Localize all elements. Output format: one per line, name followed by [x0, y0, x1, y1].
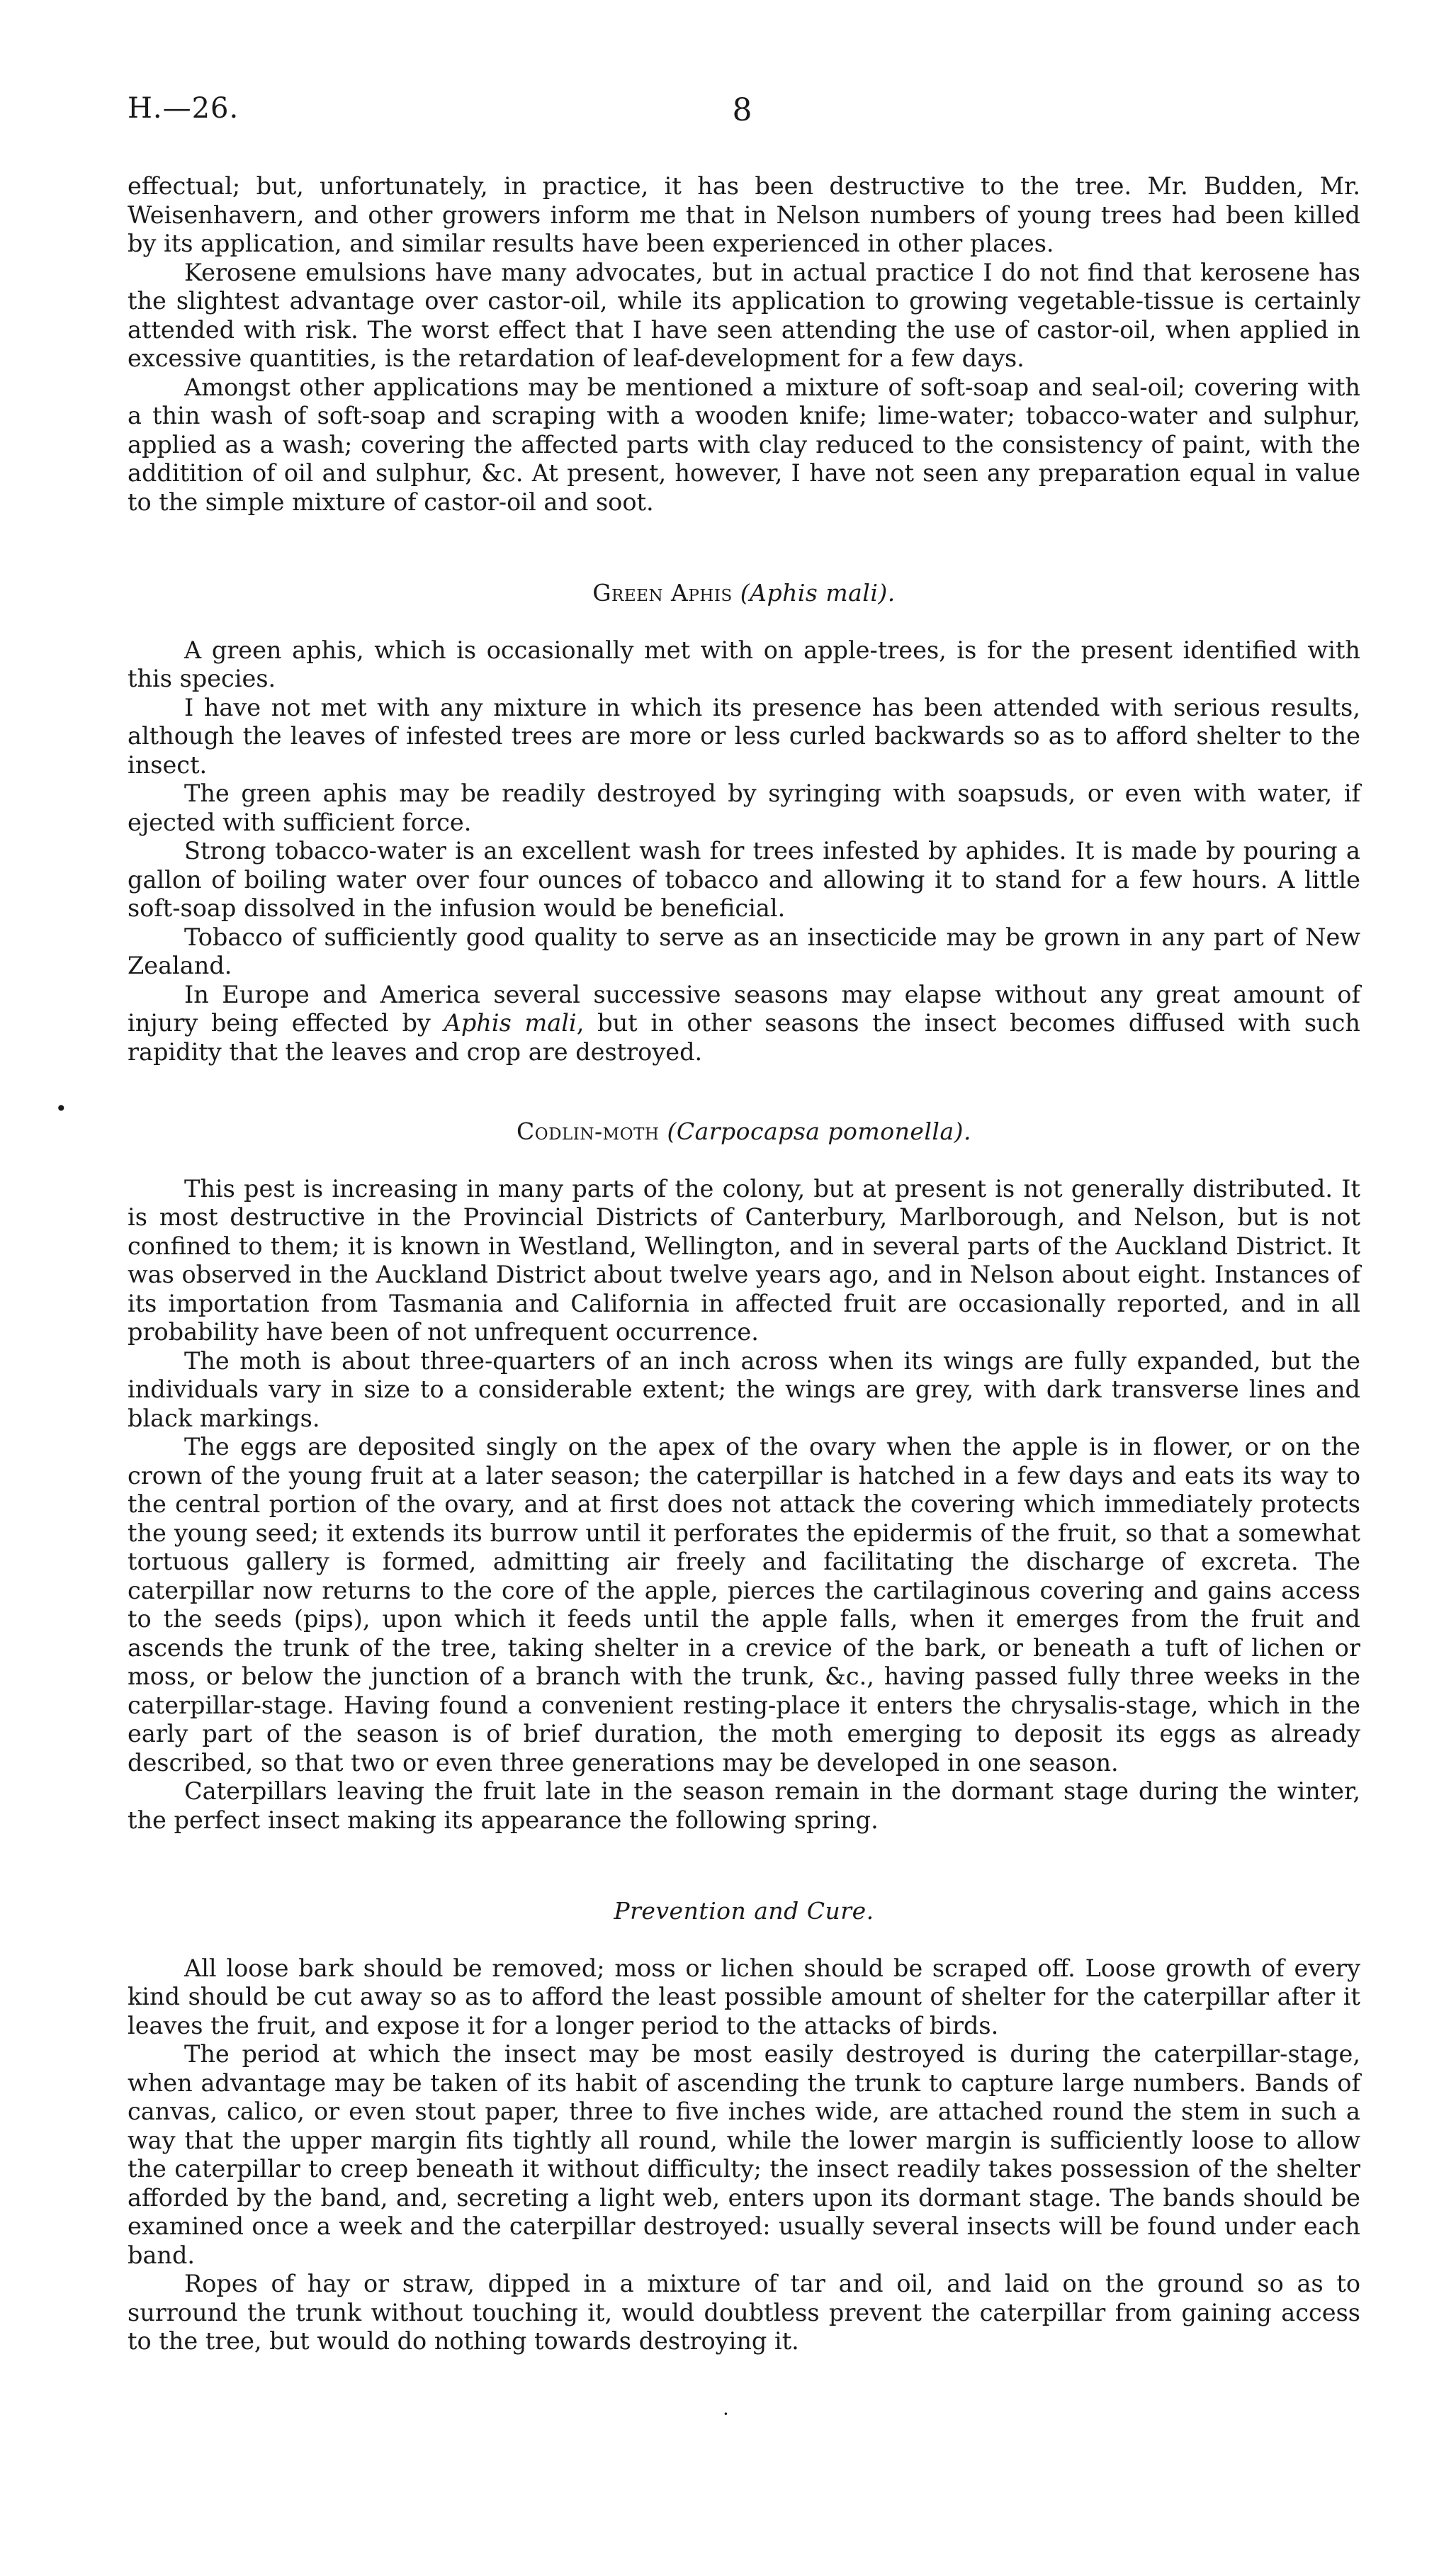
footer-dot: ·	[723, 2402, 729, 2426]
heading-name: Codlin-moth	[516, 1118, 660, 1145]
intro-paragraph-2: Kerosene emulsions have many advocates, but in actual practice I do not find that kerosene has the slightest advantage over castor-oil, while its application to growing vegetable-tissue is certainly attended with risk. The worst effect that I have seen attending the use of castor-oil, when applied in excessive quantities, is the retardation of leaf-development for a few days.	[128, 258, 1360, 372]
margin-mark: •	[55, 1097, 67, 1120]
latin-name: Aphis mali	[444, 1009, 577, 1037]
heading-italic: Prevention and Cure.	[614, 1897, 874, 1925]
page-header	[128, 92, 1357, 135]
prevention-paragraph-2: The period at which the insect may be most easily destroyed is during the caterpillar-stage, when advantage may be taken of its habit of ascending the trunk to capture large numbers. Bands of canvas, calico, or even stout paper, three to five inches wide, are attached round the stem in such a way that the upper margin fits tightly all round, while the lower margin is sufficiently loose to allow the caterpillar to creep beneath it without difficulty; the insect readily takes possession of the shelter afforded by the band, and, secreting a light web, enters upon its dormant stage. The bands should be examined once a week and the caterpillar destroyed: usually several insects will be found under each band.	[128, 2040, 1360, 2269]
heading-name: Green Aphis	[592, 579, 733, 607]
green-aphis-paragraph-3: The green aphis may be readily destroyed by syringing with soapsuds, or even with water, if ejected with sufficient force.	[128, 779, 1360, 836]
page-number: 8	[732, 92, 752, 128]
series-number: H.—26.	[128, 92, 239, 125]
section-heading-green-aphis	[128, 579, 1360, 608]
codlin-moth-paragraph-2: The moth is about three-quarters of an inch across when its wings are fully expanded, but the individuals vary in size to a considerable extent; the wings are grey, with dark transverse lines and black markings.	[128, 1346, 1360, 1432]
green-aphis-paragraph-1: A green aphis, which is occasionally met with on apple-trees, is for the present identified with this species.	[128, 636, 1360, 692]
green-aphis-paragraph-6	[128, 981, 1360, 1067]
prevention-paragraph-3: Ropes of hay or straw, dipped in a mixture of tar and oil, and laid on the ground so as to surround the trunk without touching it, would doubtless prevent the caterpillar from gaining access to the tree, but would do nothing towards destroying it.	[128, 2270, 1360, 2355]
codlin-moth-paragraph-1: This pest is increasing in many parts of the colony, but at present is not generally distributed. It is most destructive in the Provincial Districts of Canterbury, Marlborough, and Nelson, but is not confined to them; it is known in Westland, Wellington, and in several parts of the Auckland District. It was observed in the Auckland District about twelve years ago, and in Nelson about eight. Instances of its importation from Tasmania and California in affected fruit are occasionally reported, and in all probability have been of not unfrequent occurrence.	[128, 1174, 1360, 1346]
prevention-paragraph-1: All loose bark should be removed; moss or lichen should be scraped off. Loose growth of every kind should be cut away so as to afford the least possible amount of shelter for the caterpillar after it leaves the fruit, and expose it for a longer period to the attacks of birds.	[128, 1954, 1360, 2039]
green-aphis-paragraph-2: I have not met with any mixture in which its presence has been attended with serious results, although the leaves of infested trees are more or less curled backwards so as to afford shelter to the insect.	[128, 693, 1360, 779]
green-aphis-paragraph-5: Tobacco of sufficiently good quality to serve as an insecticide may be grown in any part of New Zealand.	[128, 923, 1360, 979]
section-heading-codlin-moth	[128, 1118, 1360, 1147]
text-run: In Europe and America several successive seasons may elapse without any great amount of injury being effected by	[128, 980, 1360, 1037]
intro-paragraph-1: effectual; but, unfortunately, in practice, it has been destructive to the tree. Mr. Budden, Mr. Weisenhavern, and other growers inform me that in Nelson numbers of young trees had been killed by its application, and similar results have been experienced in other places.	[128, 172, 1360, 257]
text-run: , but in other seasons the insect becomes diffused with such rapidity that the leaves and crop are destroyed.	[128, 1009, 1361, 1066]
green-aphis-paragraph-4: Strong tobacco-water is an excellent wash for trees infested by aphides. It is made by pouring a gallon of boiling water over four ounces of tobacco and allowing it to stand for a few hours. A little soft-soap dissolved in the infusion would be beneficial.	[128, 837, 1360, 922]
intro-paragraph-3: Amongst other applications may be mentioned a mixture of soft-soap and seal-oil; covering with a thin wash of soft-soap and scraping with a wooden knife; lime-water; tobacco-water and sulphur, applied as a wash; covering the affected parts with clay reduced to the consistency of paint, with the additition of oil and sulphur, &c. At present, however, I have not seen any preparation equal in value to the simple mixture of castor-oil and soot.	[128, 373, 1360, 516]
heading-latin: (Carpocapsa pomonella).	[667, 1118, 972, 1145]
heading-latin: (Aphis mali).	[740, 579, 896, 607]
section-heading-prevention	[128, 1897, 1360, 1926]
codlin-moth-paragraph-4: Caterpillars leaving the fruit late in the season remain in the dormant stage during the winter, the perfect insect making its appearance the following spring.	[128, 1777, 1360, 1834]
codlin-moth-paragraph-3: The eggs are deposited singly on the apex of the ovary when the apple is in flower, or on the crown of the young fruit at a later season; the caterpillar is hatched in a few days and eats its way to the central portion of the ovary, and at first does not attack the covering which immediately protects the young seed; it extends its burrow until it perforates the epidermis of the fruit, so that a somewhat tortuous gallery is formed, admitting air freely and facilitating the discharge of excreta. The caterpillar now returns to the core of the apple, pierces the cartilaginous covering and gains access to the seeds (pips), upon which it feeds until the apple falls, when it emerges from the fruit and ascends the trunk of the tree, taking shelter in a crevice of the bark, or beneath a tuft of lichen or moss, or below the junction of a branch with the trunk, &c., having passed fully three weeks in the caterpillar-stage. Having found a convenient resting-place it enters the chrysalis-stage, which in the early part of the season is of brief duration, the moth emerging to deposit its eggs as already described, so that two or even three generations may be developed in one season.	[128, 1433, 1360, 1777]
page-body	[128, 172, 1360, 2356]
